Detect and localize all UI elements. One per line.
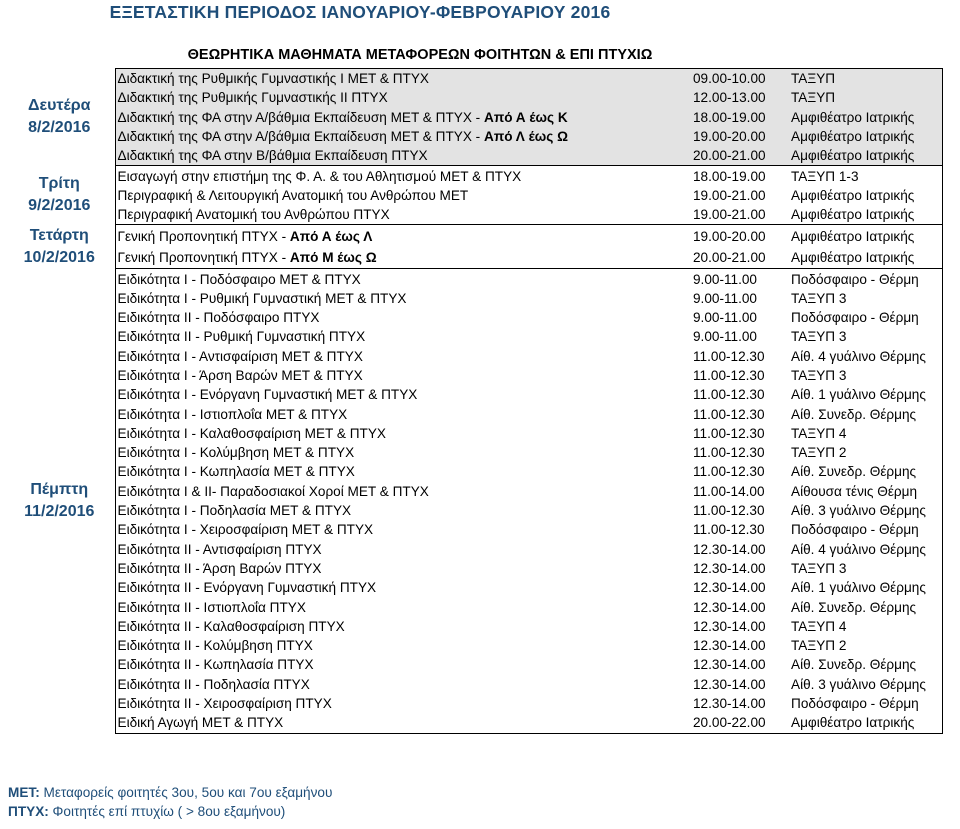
time-cell: 9.00-11.00 [693, 329, 757, 345]
time-cell: 11.00-12.30 [693, 445, 765, 461]
time-cell: 19.00-21.00 [693, 187, 766, 203]
course-cell [115, 385, 687, 404]
course-name: Διδακτική της ΦΑ στην Α/βάθμια Εκπαίδευση ΜΕΤ & ΠΤΥΧ - [117, 109, 484, 125]
course-cell [115, 597, 687, 616]
room-cell: ΤΑΞΥΠ [787, 88, 942, 107]
time-cell: 20.00-21.00 [687, 146, 787, 166]
course-cell [115, 559, 687, 578]
time-cell: 9.00-11.00 [687, 269, 787, 289]
course-cell [115, 540, 687, 559]
time-cell: 09.00-10.00 [687, 69, 787, 89]
time-cell: 12.30-14.00 [693, 696, 766, 712]
course-name: Γενική Προπονητική ΠΤΥΧ - [117, 250, 290, 266]
time-cell: 9.00-11.00 [693, 290, 757, 306]
time-cell: 20.00-22.00 [687, 713, 787, 733]
course-cell [115, 205, 687, 225]
course-name: Διδακτική της Ρυθμικής Γυμναστικής ΙΙ ΠΤΥΧ [117, 90, 388, 106]
course-name: Περιγραφική & Λειτουργική Ανατομική του Ανθρώπου ΜΕΤ [117, 187, 469, 203]
schedule-row [4, 347, 942, 366]
room-cell: ΤΑΞΥΠ 3 [787, 327, 942, 346]
day-date: 9/2/2016 [28, 197, 91, 215]
room-cell: Αίθ. Συνεδρ. Θέρμης [787, 462, 942, 481]
course-cell [115, 462, 687, 481]
day-name: Δευτέρα [28, 97, 91, 115]
course-cell [115, 108, 687, 127]
room-cell: ΤΑΞΥΠ 4 [787, 617, 942, 636]
course-cell [115, 655, 687, 674]
legend-ptyx: ΠΤΥΧ: Φοιτητές επί πτυχίω ( > 8ου εξαμήνου) [8, 804, 286, 819]
time-cell: 11.00-14.00 [693, 483, 765, 499]
schedule-row [4, 205, 942, 225]
schedule-row [4, 559, 942, 578]
page-title: ΕΞΕΤΑΣΤΙΚΗ ΠΕΡΙΟΔΟΣ ΙΑΝΟΥΑΡΙΟΥ-ΦΕΒΡΟΥΑΡΙΟΥ 2016 [109, 2, 611, 22]
course-cell [115, 520, 687, 539]
course-name: Ειδικότητα ΙΙ - Καλαθοσφαίριση ΠΤΥΧ [117, 618, 345, 634]
time-cell: 12.30-14.00 [693, 560, 766, 576]
course-name: Ειδικότητα Ι - Χειροσφαίριση ΜΕΤ & ΠΤΥΧ [117, 522, 374, 538]
day-date: 8/2/2016 [28, 119, 91, 137]
course-cell [115, 713, 687, 733]
course-cell [115, 225, 687, 247]
course-name: Ειδικότητα Ι - Ενόργανη Γυμναστική ΜΕΤ & ΠΤΥΧ [117, 387, 418, 403]
course-name: Ειδικότητα Ι & ΙΙ- Παραδοσιακοί Χοροί ΜΕΤ & ΠΤΥΧ [117, 483, 429, 499]
course-name: Ειδικότητα Ι - Ιστιοπλοΐα ΜΕΤ & ΠΤΥΧ [117, 406, 348, 422]
schedule-row [4, 501, 942, 520]
course-name: Ειδικότητα ΙΙ - Ενόργανη Γυμναστική ΠΤΥΧ [117, 580, 377, 596]
day-name: Πέμπτη [30, 480, 89, 498]
room-cell: ΤΑΞΥΠ 2 [787, 636, 942, 655]
room-cell: ΤΑΞΥΠ 2 [787, 443, 942, 462]
course-cell [115, 88, 687, 107]
course-name: Ειδικότητα Ι - Ρυθμική Γυμναστική ΜΕΤ & ΠΤΥΧ [117, 290, 407, 306]
time-cell: 12.30-14.00 [693, 618, 766, 634]
course-group: Από Λ έως Ω [484, 129, 569, 145]
course-name: Ειδικότητα Ι - Αντισφαίριση ΜΕΤ & ΠΤΥΧ [117, 348, 363, 364]
room-cell: Αίθ. Συνεδρ. Θέρμης [787, 404, 942, 423]
room-cell: Αίθ. 1 γυάλινο Θέρμης [787, 385, 942, 404]
course-cell [115, 247, 687, 269]
room-cell: Ποδόσφαιρο - Θέρμη [787, 269, 942, 289]
schedule-row [4, 462, 942, 481]
time-cell: 11.00-12.30 [693, 464, 765, 480]
room-cell: ΤΑΞΥΠ 3 [787, 289, 942, 308]
course-cell [115, 675, 687, 694]
course-name: Ειδικότητα ΙΙ - Ρυθμική Γυμναστική ΠΤΥΧ [117, 329, 366, 345]
schedule-row [4, 675, 942, 694]
time-cell: 9.00-11.00 [693, 310, 757, 326]
course-name: Διδακτική της Ρυθμικής Γυμναστικής Ι ΜΕΤ & ΠΤΥΧ [117, 71, 429, 87]
time-cell: 12.00-13.00 [687, 88, 787, 107]
course-name: Διδακτική της ΦΑ στην Α/βάθμια Εκπαίδευση ΜΕΤ & ΠΤΥΧ - [117, 129, 484, 145]
course-cell [115, 482, 687, 501]
room-cell: ΤΑΞΥΠ 3 [787, 366, 942, 385]
course-name: Ειδικότητα ΙΙ - Χειροσφαίριση ΠΤΥΧ [117, 696, 332, 712]
time-cell: 12.30-14.00 [693, 580, 766, 596]
course-cell [115, 127, 687, 146]
room-cell: ΤΑΞΥΠ 1-3 [787, 166, 942, 186]
course-cell [115, 166, 687, 186]
course-cell [115, 69, 687, 89]
schedule-row [4, 597, 942, 616]
room-cell: Αμφιθέατρο Ιατρικής [787, 225, 942, 247]
schedule-row [4, 327, 942, 346]
schedule-row [4, 578, 942, 597]
course-name: Ειδικότητα Ι - Ποδηλασία ΜΕΤ & ΠΤΥΧ [117, 503, 352, 519]
schedule-row [4, 655, 942, 674]
course-name: Ειδική Αγωγή ΜΕΤ & ΠΤΥΧ [117, 715, 284, 731]
schedule-row [4, 404, 942, 423]
course-cell [115, 186, 687, 205]
day-label [4, 166, 115, 225]
course-group: Από Α έως Κ [484, 109, 568, 125]
course-cell [115, 501, 687, 520]
room-cell: Αμφιθέατρο Ιατρικής [787, 146, 942, 166]
course-cell [115, 347, 687, 366]
time-cell: 19.00-21.00 [687, 205, 787, 225]
schedule-row [4, 540, 942, 559]
course-name: Ειδικότητα Ι - Κωπηλασία ΜΕΤ & ΠΤΥΧ [117, 464, 355, 480]
day-date: 11/2/2016 [24, 502, 95, 520]
schedule-row [4, 88, 942, 107]
time-cell: 18.00-19.00 [687, 166, 787, 186]
schedule-row [4, 713, 942, 733]
room-cell: Αίθ. 4 γυάλινο Θέρμης [787, 540, 942, 559]
course-cell [115, 617, 687, 636]
course-cell [115, 366, 687, 385]
time-cell: 11.00-12.30 [693, 348, 765, 364]
schedule-row [4, 186, 942, 205]
legend-met: ΜΕΤ: Μεταφορείς φοιτητές 3ου, 5ου και 7ου εξαμήνου [8, 785, 333, 800]
day-name: Τρίτη [38, 175, 80, 193]
time-cell: 12.30-14.00 [693, 599, 766, 615]
time-cell: 12.30-14.00 [693, 638, 766, 654]
schedule-row [4, 443, 942, 462]
room-cell: Ποδόσφαιρο - Θέρμη [787, 694, 942, 713]
room-cell: Ποδόσφαιρο - Θέρμη [787, 520, 942, 539]
time-cell: 12.30-14.00 [693, 657, 766, 673]
room-cell: ΤΑΞΥΠ [787, 69, 942, 89]
schedule-row [4, 247, 942, 269]
room-cell: Αμφιθέατρο Ιατρικής [787, 205, 942, 225]
schedule-row [4, 482, 942, 501]
course-name: Ειδικότητα ΙΙ - Ποδηλασία ΠΤΥΧ [117, 676, 310, 692]
course-name: Γενική Προπονητική ΠΤΥΧ - [117, 228, 290, 244]
room-cell: ΤΑΞΥΠ 3 [787, 559, 942, 578]
course-name: Ειδικότητα Ι - Κολύμβηση ΜΕΤ & ΠΤΥΧ [117, 445, 355, 461]
course-name: Ειδικότητα ΙΙ - Κωπηλασία ΠΤΥΧ [117, 657, 314, 673]
course-cell [115, 289, 687, 308]
schedule-row [4, 520, 942, 539]
course-name: Ειδικότητα ΙΙ - Άρση Βαρών ΠΤΥΧ [117, 560, 322, 576]
room-cell: Αίθ. 1 γυάλινο Θέρμης [787, 578, 942, 597]
course-cell [115, 146, 687, 166]
schedule-row [4, 166, 942, 186]
room-cell: Αίθουσα τένις Θέρμη [787, 482, 942, 501]
time-cell: 11.00-12.30 [693, 425, 765, 441]
room-cell: Αίθ. 3 γυάλινο Θέρμης [787, 501, 942, 520]
course-cell [115, 424, 687, 443]
schedule-row [4, 308, 942, 327]
course-name: Ειδικότητα ΙΙ - Κολύμβηση ΠΤΥΧ [117, 638, 313, 654]
course-name: Ειδικότητα Ι - Καλαθοσφαίριση ΜΕΤ & ΠΤΥΧ [117, 425, 386, 441]
course-cell [115, 308, 687, 327]
room-cell: Αίθ. Συνεδρ. Θέρμης [787, 655, 942, 674]
schedule-row [4, 225, 942, 247]
schedule-row [4, 69, 942, 89]
course-cell [115, 443, 687, 462]
day-date: 10/2/2016 [23, 248, 95, 266]
course-name: Ειδικότητα ΙΙ - Ιστιοπλοΐα ΠΤΥΧ [117, 599, 306, 615]
time-cell: 20.00-21.00 [687, 247, 787, 269]
time-cell: 11.00-12.30 [693, 368, 765, 383]
room-cell: Αμφιθέατρο Ιατρικής [787, 247, 942, 269]
legend [8, 783, 332, 821]
course-group: Από Α έως Λ [289, 228, 373, 244]
day-label [4, 225, 115, 269]
room-cell: Αμφιθέατρο Ιατρικής [787, 186, 942, 205]
schedule-row [4, 366, 942, 385]
schedule-row [4, 424, 942, 443]
time-cell: 19.00-20.00 [687, 225, 787, 247]
room-cell: ΤΑΞΥΠ 4 [787, 424, 942, 443]
page-subtitle: ΘΕΩΡΗΤΙΚΑ ΜΑΘΗΜΑΤΑ ΜΕΤΑΦΟΡΕΩΝ ΦΟΙΤΗΤΩΝ & ΕΠΙ ΠΤΥΧΙΩ [187, 47, 653, 63]
schedule-row [4, 127, 942, 146]
schedule-row [4, 108, 942, 127]
exam-schedule-table [4, 68, 943, 734]
schedule-row [4, 636, 942, 655]
schedule-row [4, 146, 942, 166]
time-cell: 11.00-12.30 [693, 522, 765, 538]
day-label [4, 69, 115, 166]
time-cell: 11.00-12.30 [693, 503, 765, 519]
room-cell: Αμφιθέατρο Ιατρικής [787, 108, 942, 127]
course-name: Διδακτική της ΦΑ στην Β/βάθμια Εκπαίδευση ΠΤΥΧ [117, 148, 428, 164]
time-cell: 19.00-20.00 [687, 127, 787, 146]
schedule-row [4, 289, 942, 308]
course-name: Ειδικότητα ΙΙ - Ποδόσφαιρο ΠΤΥΧ [117, 310, 320, 326]
time-cell: 11.00-12.30 [693, 387, 765, 403]
course-cell [115, 404, 687, 423]
room-cell: Ποδόσφαιρο - Θέρμη [787, 308, 942, 327]
course-cell [115, 694, 687, 713]
room-cell: Αμφιθέατρο Ιατρικής [787, 713, 942, 733]
course-name: Περιγραφική Ανατομική του Ανθρώπου ΠΤΥΧ [117, 207, 390, 223]
schedule-row [4, 269, 942, 289]
schedule-row [4, 694, 942, 713]
time-cell: 12.30-14.00 [693, 541, 766, 557]
day-label [4, 269, 115, 733]
course-cell [115, 327, 687, 346]
time-cell: 11.00-12.30 [693, 406, 765, 422]
schedule-row [4, 617, 942, 636]
room-cell: Αίθ. 4 γυάλινο Θέρμης [787, 347, 942, 366]
time-cell: 18.00-19.00 [687, 108, 787, 127]
room-cell: Αίθ. 3 γυάλινο Θέρμης [787, 675, 942, 694]
schedule-row [4, 385, 942, 404]
course-cell [115, 636, 687, 655]
course-name: Ειδικότητα Ι - Ποδόσφαιρο ΜΕΤ & ΠΤΥΧ [117, 271, 361, 287]
room-cell: Αμφιθέατρο Ιατρικής [787, 127, 942, 146]
course-name: Ειδικότητα Ι - Άρση Βαρών ΜΕΤ & ΠΤΥΧ [117, 368, 363, 383]
course-cell [115, 578, 687, 597]
course-group: Από Μ έως Ω [289, 250, 377, 266]
time-cell: 12.30-14.00 [693, 676, 766, 692]
day-name: Τετάρτη [29, 226, 89, 244]
course-name: Ειδικότητα ΙΙ - Αντισφαίριση ΠΤΥΧ [117, 541, 322, 557]
course-name: Εισαγωγή στην επιστήμη της Φ. Α. & του Αθλητισμού ΜΕΤ & ΠΤΥΧ [117, 168, 522, 184]
room-cell: Αίθ. Συνεδρ. Θέρμης [787, 597, 942, 616]
course-cell [115, 269, 687, 289]
